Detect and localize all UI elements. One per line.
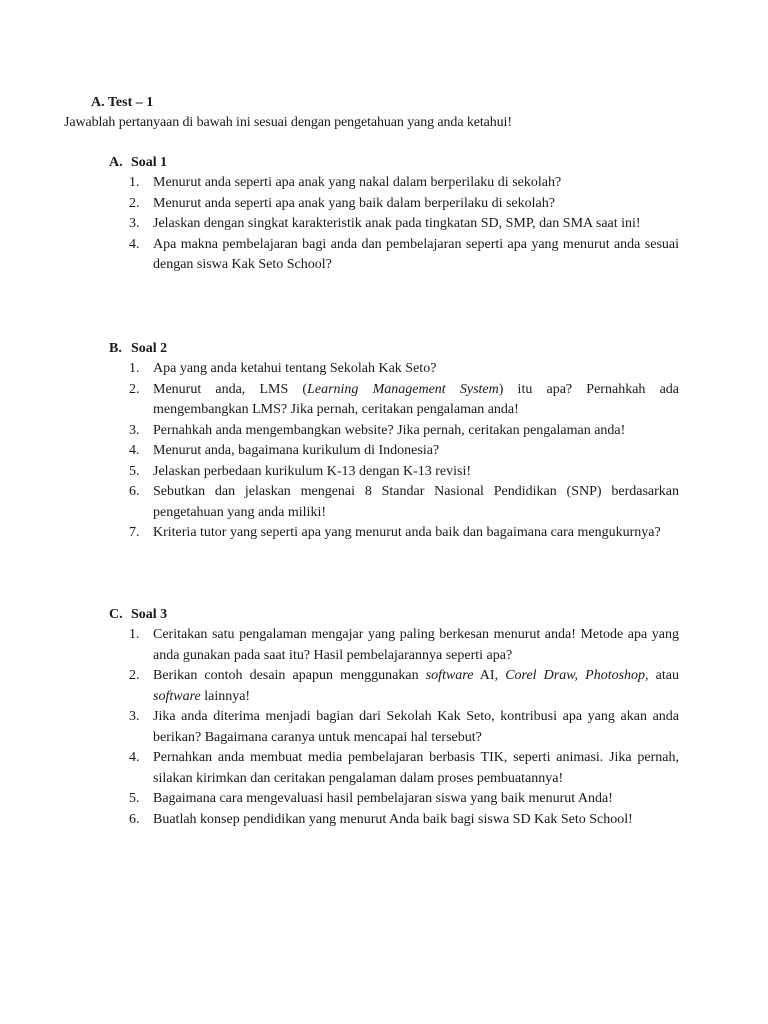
- question-item: [109, 810, 679, 831]
- question-item: [109, 462, 679, 483]
- question-text: [153, 666, 679, 707]
- question-number: 2.: [129, 668, 140, 683]
- section-heading: [109, 605, 679, 625]
- section-soal-1: [109, 153, 679, 276]
- question-text: Ceritakan satu pengalaman mengajar yang paling berkesan menurut anda! Metode apa yang anda gunakan pada saat itu? Hasil pembelajarannya seperti apa?: [153, 627, 679, 663]
- question-text-italic: Corel Draw, Photoshop: [505, 668, 646, 683]
- question-text: Menurut anda, bagaimana kurikulum di Indonesia?: [153, 443, 440, 458]
- question-text: Buatlah konsep pendidikan yang menurut Anda baik bagi siswa SD Kak Seto School!: [153, 811, 633, 827]
- question-text: Jelaskan perbedaan kurikulum K-13 dengan K-13 revisi!: [153, 463, 472, 479]
- question-item: [109, 707, 679, 748]
- question-text: Sebutkan dan jelaskan mengenai 8 Standar Nasional Pendidikan (SNP) berdasarkan pengetahuan yang anda miliki!: [153, 484, 679, 520]
- section-title: Soal 3: [131, 607, 168, 622]
- question-item: [109, 789, 679, 810]
- question-text: Jika anda diterima menjadi bagian dari Sekolah Kak Seto, kontribusi apa yang akan anda berikan? Bagaimana caranya untuk mencapai hal tersebut?: [153, 709, 679, 745]
- question-text: Menurut anda seperti apa anak yang baik dalam berperilaku di sekolah?: [153, 195, 555, 211]
- question-number: 6.: [129, 484, 140, 499]
- question-text: Pernahkah anda mengembangkan website? Jika pernah, ceritakan pengalaman anda!: [153, 422, 626, 438]
- question-text-part: , atau: [645, 668, 679, 683]
- question-item: [109, 666, 679, 707]
- question-number: 5.: [129, 791, 140, 806]
- question-text-part: Menurut anda, LMS (: [153, 381, 308, 397]
- question-text: Pernahkan anda membuat media pembelajaran berbasis TIK, seperti animasi. Jika pernah, silakan kirimkan dan ceritakan pengalaman dalam proses pembuatannya!: [153, 750, 679, 786]
- question-text: Apa makna pembelajaran bagi anda dan pembelajaran seperti apa yang menurut anda sesuai dengan siswa Kak Seto School?: [153, 236, 679, 272]
- question-text: Bagaimana cara mengevaluasi hasil pembelajaran siswa yang baik menurut Anda!: [153, 791, 613, 806]
- question-list: [109, 625, 679, 830]
- question-item: [109, 523, 679, 544]
- question-text-italic: software: [153, 688, 201, 704]
- question-number: 4.: [129, 750, 140, 765]
- question-list: [109, 173, 679, 276]
- instruction-text: Jawablah pertanyaan di bawah ini sesuai dengan pengetahuan yang anda ketahui!: [64, 115, 512, 130]
- question-number: 3.: [129, 709, 140, 724]
- question-text-part: ) itu apa? Pernahkah ada mengembangkan LMS? Jika pernah, ceritakan pengalaman anda!: [153, 381, 679, 417]
- question-text: Apa yang anda ketahui tentang Sekolah Kak Seto?: [153, 361, 437, 376]
- question-item: [109, 380, 679, 421]
- question-list: [109, 359, 679, 544]
- section-soal-3: [109, 605, 679, 830]
- section-soal-2: [109, 339, 679, 544]
- question-number: 3.: [129, 422, 140, 438]
- section-letter: C.: [109, 607, 123, 622]
- question-item: [109, 748, 679, 789]
- section-title: Soal 2: [131, 341, 168, 356]
- question-item: [109, 625, 679, 666]
- question-item: [109, 482, 679, 523]
- question-text: Menurut anda seperti apa anak yang nakal dalam berperilaku di sekolah?: [153, 175, 562, 190]
- question-number: 1.: [129, 627, 140, 642]
- question-number: 1.: [129, 175, 140, 190]
- question-number: 6.: [129, 811, 140, 827]
- question-number: 1.: [129, 361, 140, 376]
- section-title: Soal 1: [131, 155, 168, 170]
- question-item: [109, 173, 679, 194]
- question-text-italic: software: [425, 668, 474, 683]
- question-number: 2.: [129, 195, 140, 211]
- section-heading: [109, 153, 679, 173]
- question-number: 4.: [129, 443, 140, 458]
- question-item: [109, 194, 679, 215]
- section-letter: B.: [109, 341, 122, 356]
- question-text-part: lainnya!: [200, 688, 251, 704]
- question-text: [153, 380, 679, 421]
- question-text-part: Berikan contoh desain apapun menggunakan: [153, 668, 426, 683]
- question-item: [109, 359, 679, 380]
- question-text: Jelaskan dengan singkat karakteristik anak pada tingkatan SD, SMP, dan SMA saat ini!: [153, 216, 641, 231]
- question-item: [109, 441, 679, 462]
- question-item: [109, 214, 679, 235]
- section-heading: [109, 339, 679, 359]
- question-number: 3.: [129, 216, 140, 231]
- question-item: [109, 235, 679, 276]
- question-number: 7.: [129, 525, 140, 540]
- question-text-part: AI,: [473, 668, 506, 683]
- question-number: 5.: [129, 463, 140, 479]
- test-title: A. Test – 1: [91, 95, 154, 110]
- question-item: [109, 421, 679, 442]
- section-letter: A.: [109, 155, 123, 170]
- question-number: 4.: [129, 236, 140, 252]
- question-text-italic: Learning Management System: [307, 381, 499, 397]
- question-number: 2.: [129, 381, 140, 397]
- question-text: Kriteria tutor yang seperti apa yang menurut anda baik dan bagaimana cara mengukurnya?: [153, 525, 661, 540]
